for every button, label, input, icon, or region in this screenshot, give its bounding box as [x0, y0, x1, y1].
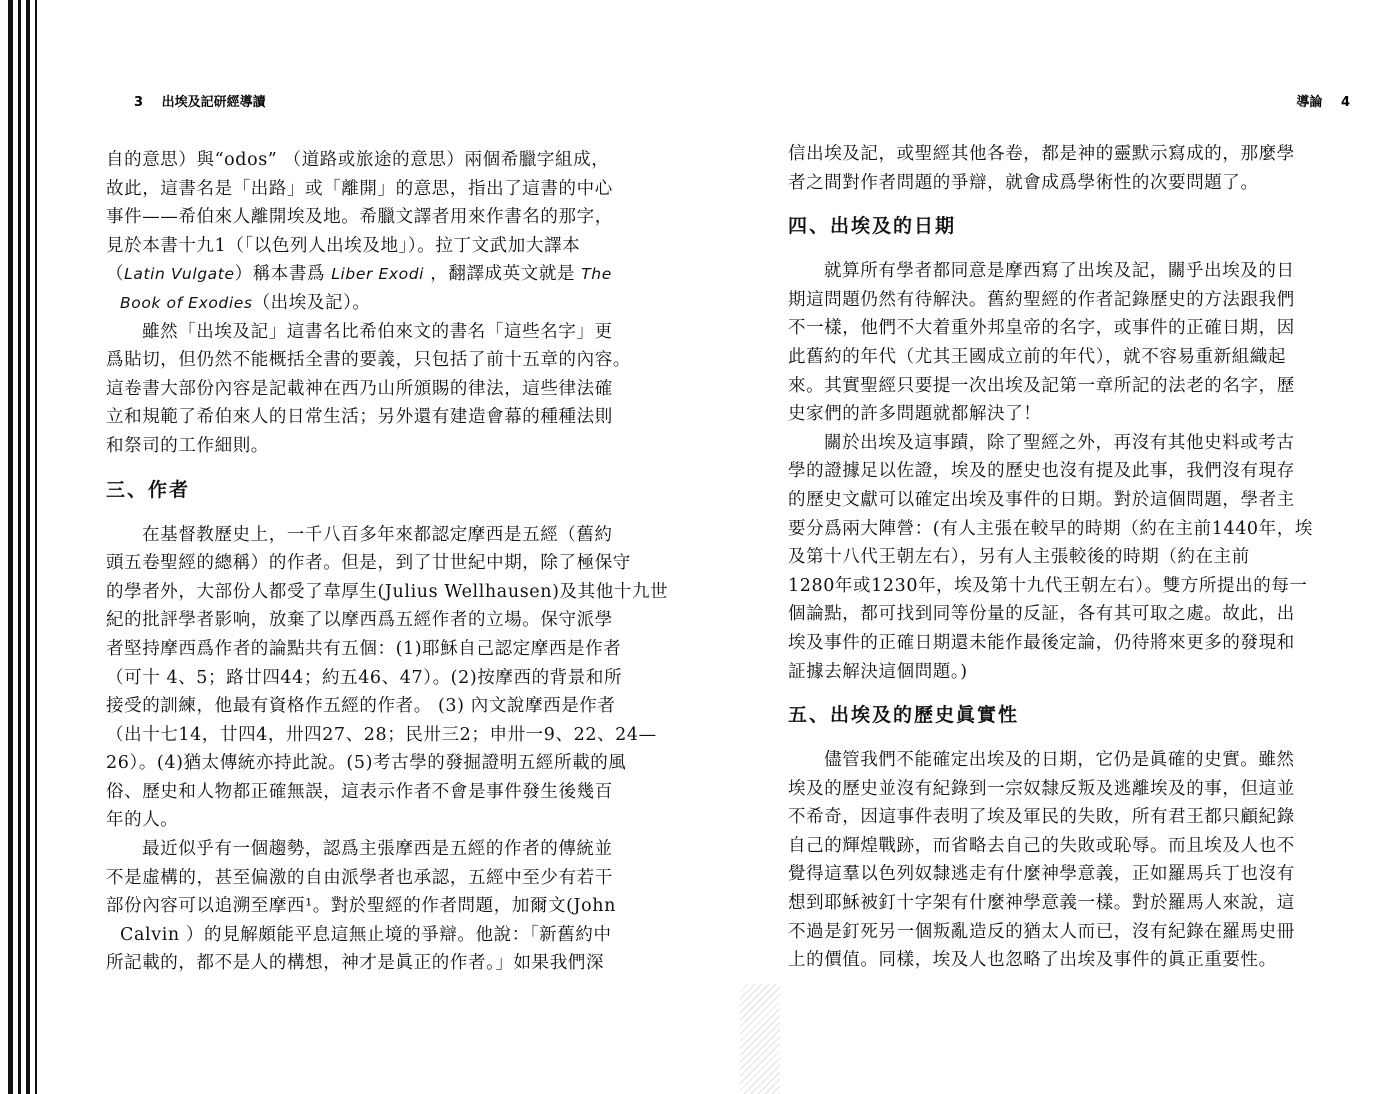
text-line: 此舊約的年代（尤其王國成立前的年代），就不容易重新組織起: [788, 346, 1287, 367]
latin-title-liber-exodi: Liber Exodi: [331, 265, 425, 284]
text-line: 俗、歷史和人物都正確無誤，這表示作者不會是事件發生後幾百: [106, 781, 613, 802]
text-line: 年的人。: [106, 810, 179, 831]
text-line: [106, 260, 690, 289]
text-line: 關於出埃及這事蹟，除了聖經之外，再沒有其他史料或考古: [824, 432, 1295, 453]
text-line: 不是虛構的，甚至偏激的自由派學者也承認，五經中至少有若干: [106, 867, 613, 888]
text-line: 的歷史文獻可以確定出埃及事件的日期。對於這個問題，學者主: [788, 489, 1295, 510]
text-run: （: [106, 264, 125, 285]
text-line: 信出埃及記，或聖經其他各卷，都是神的靈默示寫成的，那麼學: [788, 144, 1295, 164]
text-run: ，翻譯成英文就是: [424, 264, 582, 285]
text-line: 者之間對作者問題的爭辯，就會成爲學術性的次要問題了。: [788, 172, 1259, 193]
right-page-number: 4: [1340, 95, 1350, 110]
text-line: 這卷書大部份內容是記載神在西乃山所頒賜的律法，這些律法確: [106, 378, 613, 399]
text-line: 雖然「出埃及記」這書名比希伯來文的書名「這些名字」更: [142, 321, 613, 342]
text-line: （出十七14，廿四4，卅四27、28；民卅三2；申卅一9、22、24—: [106, 724, 657, 745]
left-running-head: [120, 91, 266, 110]
text-line: 所記載的，都不是人的構想，神才是眞正的作者。」如果我們深: [106, 953, 605, 974]
text-run: ）稱本書爲: [234, 264, 332, 285]
text-line: 頭五卷聖經的總稱）的作者。但是，到了廿世紀中期，除了極保守: [106, 553, 631, 574]
left-page: [90, 0, 690, 1094]
text-line: 就算所有學者都同意是摩西寫了出埃及記，關乎出埃及的日: [824, 261, 1295, 282]
text-line: 不希奇，因這事件表明了埃及軍民的失敗，所有君王都只顧紀錄: [788, 807, 1295, 828]
latin-title-vulgate: Latin Vulgate: [124, 265, 235, 284]
text-line: 覺得這羣以色列奴隸逃走有什麼神學意義，正如羅馬兵丁也沒有: [788, 864, 1295, 885]
text-line: 上的價值。同樣，埃及人也忽略了出埃及事件的眞正重要性。: [788, 950, 1277, 971]
text-line: （可十 4、5；路廿四44；約五46、47）。(2)按摩西的背景和所: [106, 667, 623, 688]
left-book-title: 出埃及記研經導讀: [161, 95, 266, 110]
text-line: 者堅持摩西爲作者的論點共有五個：(1)耶穌自己認定摩西是作者: [106, 638, 622, 659]
text-line: 爲貼切，但仍然不能概括全書的要義，只包括了前十五章的內容。: [106, 350, 631, 371]
text-line: 1280年或1230年，埃及第十九代王朝左右）。雙方所提出的每一: [788, 575, 1308, 596]
text-run: （出埃及記）。: [252, 292, 371, 313]
right-chapter-title: 導論: [1296, 95, 1323, 110]
text-line: 儘管我們不能確定出埃及的日期，它仍是眞確的史實。雖然: [824, 750, 1295, 771]
scan-gutter-noise: [740, 984, 780, 1094]
text-line: 及第十八代王朝左右），另有人主張較後的時期（約在主前: [788, 547, 1250, 568]
english-title-the: The: [581, 265, 612, 284]
text-line: 期這問題仍然有待解決。舊約聖經的作者記錄歷史的方法跟我們: [788, 289, 1295, 310]
text-line: 的學者外，大部份人都受了韋厚生(Julius Wellhausen)及其他十九世: [106, 581, 669, 602]
text-line: 立和規範了希伯來人的日常生活；另外還有建造會幕的種種法則: [106, 407, 613, 428]
right-running-head: [1296, 91, 1364, 110]
text-line: 在基督教歷史上，一千八百多年來都認定摩西是五經（舊約: [142, 524, 613, 545]
text-line: Calvin ）的見解頗能平息這無止境的爭辯。他說：「新舊約中: [120, 924, 612, 945]
right-page: [780, 0, 1370, 1094]
english-title-book-of-exodies: Book of Exodies: [120, 293, 253, 312]
text-line: 紀的批評學者影响，放棄了以摩西爲五經作者的立場。保守派學: [106, 610, 613, 631]
text-line: 個論點，都可找到同等份量的反証，各有其可取之處。故此，出: [788, 604, 1295, 625]
text-line: 接受的訓練，他最有資格作五經的作者。 (3) 內文說摩西是作者: [106, 696, 616, 717]
section-heading-historicity: 五、出埃及的歷史眞實性: [788, 704, 1020, 727]
text-line: 史家們的許多問題就都解決了！: [788, 404, 1042, 425]
section-heading-date-of-exodus: 四、出埃及的日期: [788, 215, 957, 238]
text-line: 見於本書十九1（「以色列人出埃及地」）。拉丁文武加大譯本: [106, 235, 581, 256]
left-body-text: [106, 146, 690, 978]
text-line: 埃及的歷史並沒有紀錄到一宗奴隸反叛及逃離埃及的事，但這並: [788, 778, 1295, 799]
text-line: 學的證據足以佐證，埃及的歷史也沒有提及此事，我們沒有現存: [788, 461, 1295, 482]
text-line: 和祭司的工作細則。: [106, 435, 269, 456]
left-page-number: 3: [134, 95, 144, 110]
text-line: 來。其實聖經只要提一次出埃及記第一章所記的法老的名字，歷: [788, 375, 1295, 396]
section-heading-author: 三、作者: [106, 478, 191, 501]
text-line: 事件——希伯來人離開埃及地。希臘文譯者用來作書名的那字，: [106, 207, 613, 228]
right-body-text: [788, 140, 1370, 975]
text-line: 故此，這書名是「出路」或「離開」的意思，指出了這書的中心: [106, 178, 613, 199]
text-line: 部份內容可以追溯至摩西¹。對於聖經的作者問題，加爾文(John: [106, 896, 617, 917]
text-line: 最近似乎有一個趨勢，認爲主張摩西是五經的作者的傳統並: [142, 839, 613, 860]
text-line: 想到耶穌被釘十字架有什麼神學意義一樣。對於羅馬人來說，這: [788, 893, 1295, 914]
book-binding-edge: [0, 0, 44, 1094]
text-line: 不一樣，他們不大着重外邦皇帝的名字，或事件的正確日期，因: [788, 318, 1295, 339]
text-line: 証據去解決這個問題。): [788, 661, 968, 682]
text-line: 26）。(4)猶太傳統亦持此說。(5)考古學的發掘證明五經所載的風: [106, 753, 627, 774]
text-line: 埃及事件的正確日期還未能作最後定論，仍待將來更多的發現和: [788, 632, 1295, 653]
text-line: 不過是釘死另一個叛亂造反的猶太人而已，沒有紀錄在羅馬史冊: [788, 921, 1295, 942]
text-line: 要分爲兩大陣營：(有人主張在較早的時期（約在主前1440年，埃: [788, 518, 1313, 539]
text-line: 自的意思）與“odos” （道路或旅途的意思）兩個希臘字組成，: [106, 150, 610, 170]
text-line: [106, 289, 690, 318]
text-line: 自己的輝煌戰跡，而省略去自己的失敗或恥辱。而且埃及人也不: [788, 835, 1295, 856]
